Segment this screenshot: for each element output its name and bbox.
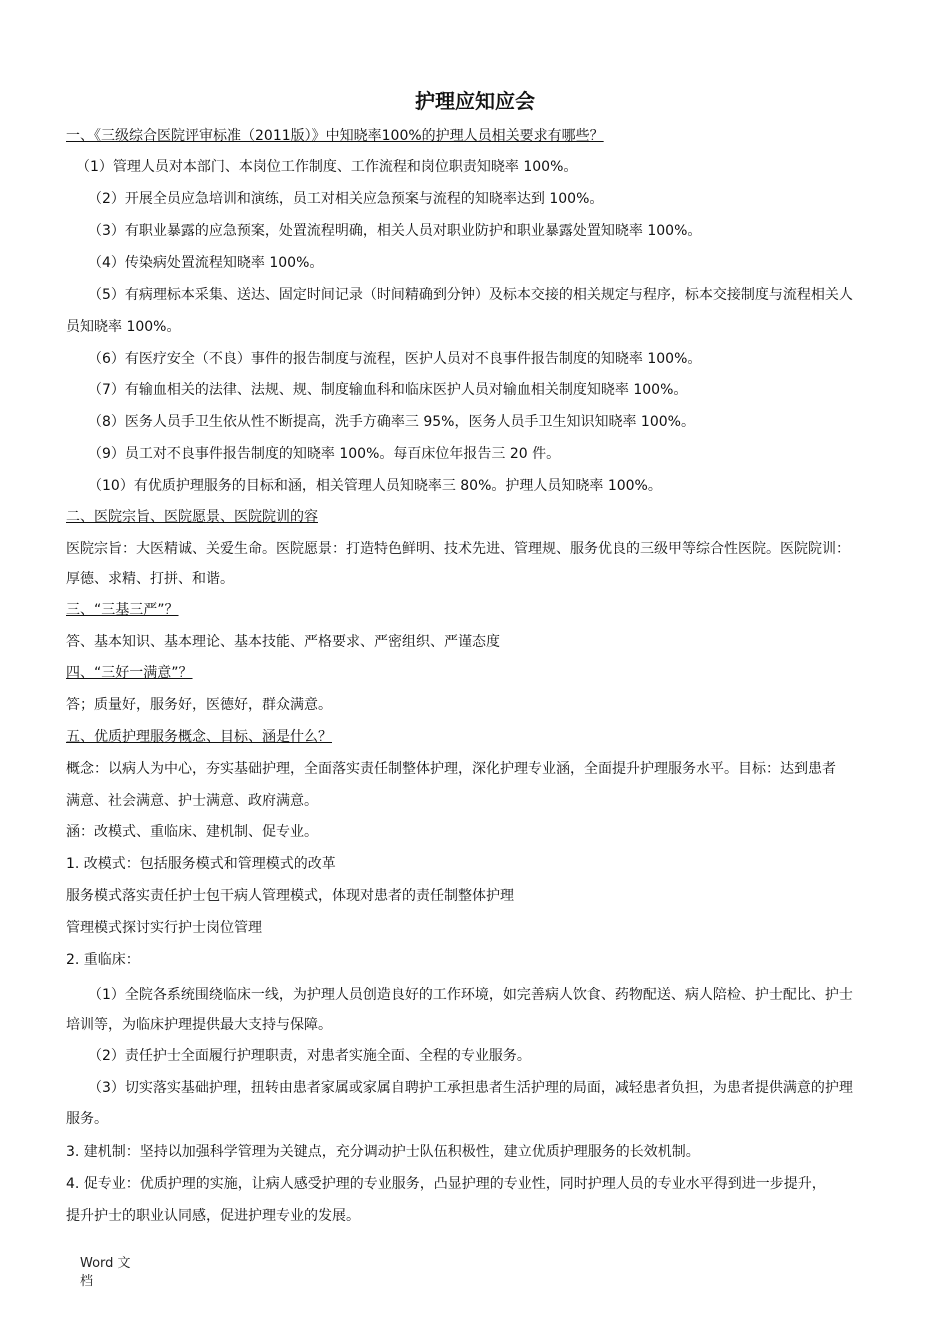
footer-line: 档 — [80, 1274, 94, 1289]
paragraph-line: 概念：以病人为中心，夯实基础护理，全面落实责任制整体护理，深化护理专业涵，全面提升护理服务水平。目标：达到患者 — [66, 761, 836, 777]
paragraph-line: （5）有病理标本采集、送达、固定时间记录（时间精确到分钟）及标本交接的相关规定与程序，标本交接制度与流程相关人 — [88, 287, 853, 303]
paragraph-line: （8）医务人员手卫生依从性不断提高，洗手方确率三 95%，医务人员手卫生知识知晓率 100%。 — [88, 414, 695, 430]
paragraph-line: （6）有医疗安全（不良）事件的报告制度与流程，医护人员对不良事件报告制度的知晓率 100%。 — [88, 351, 702, 367]
section-heading-3: 三、“三基三严”？ — [66, 602, 179, 618]
paragraph-line: 医院宗旨：大医精诚、关爱生命。医院愿景：打造特色鲜明、技术先进、管理规、服务优良的三级甲等综合性医院。医院院训： — [66, 541, 850, 557]
paragraph-line: 服务。 — [66, 1111, 108, 1127]
document-title: 护理应知应会 — [415, 89, 535, 113]
paragraph-line: 管理模式探讨实行护士岗位管理 — [66, 920, 262, 936]
paragraph-line: （1）管理人员对本部门、本岗位工作制度、工作流程和岗位职责知晓率 100%。 — [76, 159, 578, 175]
paragraph-line: 4. 促专业：优质护理的实施，让病人感受护理的专业服务，凸显护理的专业性，同时护理人员的专业水平得到进一步提升， — [66, 1176, 826, 1192]
paragraph-line: （4）传染病处置流程知晓率 100%。 — [88, 255, 324, 271]
paragraph-line: 厚德、求精、打拼、和谐。 — [66, 571, 234, 587]
section-heading-1: 一、《三级综合医院评审标准（2011版）》中知晓率100%的护理人员相关要求有哪些？ — [66, 128, 604, 144]
paragraph-line: （10）有优质护理服务的目标和涵，相关管理人员知晓率三 80%。护理人员知晓率 100%。 — [88, 478, 662, 494]
paragraph-line: （3）有职业暴露的应急预案，处置流程明确，相关人员对职业防护和职业暴露处置知晓率 100%。 — [88, 223, 702, 239]
section-heading-5: 五、优质护理服务概念、目标、涵是什么？ — [66, 729, 332, 745]
paragraph-line: （7）有输血相关的法律、法规、规、制度输血科和临床医护人员对输血相关制度知晓率 100%。 — [88, 382, 688, 398]
paragraph-line: （3）切实落实基础护理，扭转由患者家属或家属自聘护工承担患者生活护理的局面，减轻患者负担，为患者提供满意的护理 — [88, 1080, 853, 1096]
paragraph-line: 答；质量好，服务好，医德好，群众满意。 — [66, 697, 332, 713]
paragraph-line: （9）员工对不良事件报告制度的知晓率 100%。每百床位年报告三 20 件。 — [88, 446, 561, 462]
paragraph-line: 2. 重临床： — [66, 952, 140, 968]
footer-line: Word 文 — [80, 1256, 131, 1271]
paragraph-line: 服务模式落实责任护士包干病人管理模式，体现对患者的责任制整体护理 — [66, 888, 514, 904]
paragraph-line: 答、基本知识、基本理论、基本技能、严格要求、严密组织、严谨态度 — [66, 634, 500, 650]
paragraph-line: 3. 建机制：坚持以加强科学管理为关键点，充分调动护士队伍积极性，建立优质护理服务的长效机制。 — [66, 1144, 700, 1160]
paragraph-line: 提升护士的职业认同感，促进护理专业的发展。 — [66, 1208, 360, 1224]
paragraph-line: （2）开展全员应急培训和演练，员工对相关应急预案与流程的知晓率达到 100%。 — [88, 191, 604, 207]
page-footer — [80, 1255, 150, 1291]
paragraph-line: 满意、社会满意、护士满意、政府满意。 — [66, 793, 318, 809]
paragraph-line: 员知晓率 100%。 — [66, 319, 181, 335]
paragraph-line: （1）全院各系统围绕临床一线，为护理人员创造良好的工作环境，如完善病人饮食、药物配送、病人陪检、护士配比、护士 — [88, 987, 853, 1003]
paragraph-line: （2）责任护士全面履行护理职责，对患者实施全面、全程的专业服务。 — [88, 1048, 531, 1064]
paragraph-line: 1. 改模式：包括服务模式和管理模式的改革 — [66, 856, 336, 872]
paragraph-line: 涵：改模式、重临床、建机制、促专业。 — [66, 824, 318, 840]
section-heading-2: 二、医院宗旨、医院愿景、医院院训的容 — [66, 509, 318, 525]
section-heading-4: 四、“三好一满意”？ — [66, 665, 193, 681]
paragraph-line: 培训等，为临床护理提供最大支持与保障。 — [66, 1017, 332, 1033]
